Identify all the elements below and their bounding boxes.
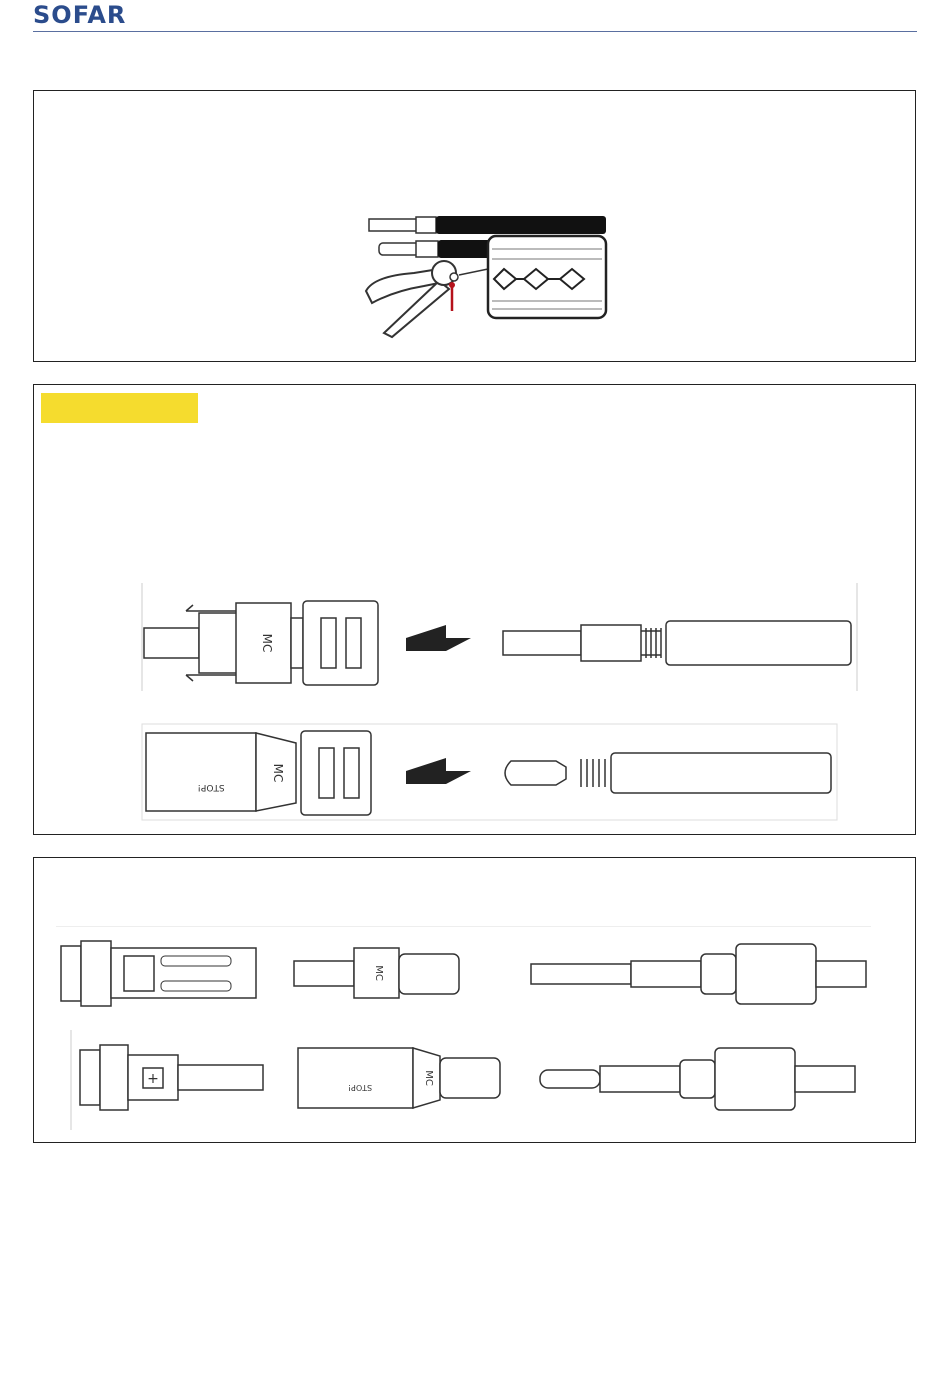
mc-label: MC [373,965,384,981]
header-divider [33,31,917,32]
mc-label: MC [260,633,274,653]
mc-label: MC [271,763,285,783]
male-connector-row [141,723,841,823]
stop-label: STOP! [347,1083,373,1092]
female-connector-row [141,583,859,693]
mc-label: MC [423,1070,434,1086]
insertion-panel [33,384,916,835]
assembly-panel [33,857,916,1143]
crimping-illustration [354,211,614,346]
crimping-panel [33,90,916,362]
stop-label: STOP! [197,782,225,792]
svg-text:+: + [147,1071,159,1087]
brand-name: SOFAR [33,1,127,29]
assembly-row-1 [56,926,876,1026]
warning-highlight [41,393,198,423]
sofar-logo [33,1,126,27]
assembly-row-2 [70,1030,870,1135]
